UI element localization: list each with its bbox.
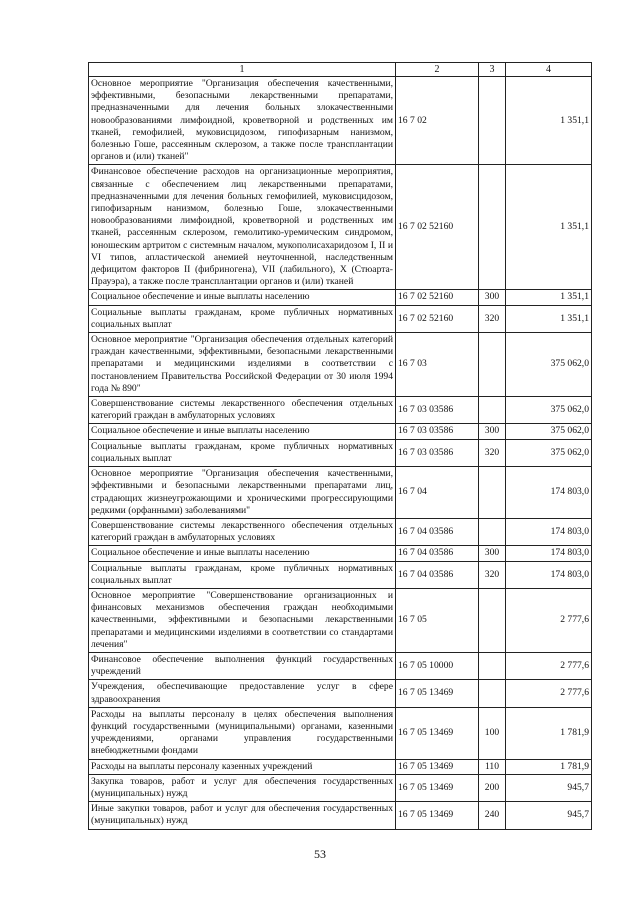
row-amount: 174 803,0 <box>506 561 592 588</box>
table-row <box>89 802 592 829</box>
row-code: 16 7 03 03586 <box>396 439 479 466</box>
row-description: Основное мероприятие "Организация обеспечения отдельных категорий граждан качественными, эффективными, безопасными лекарственными препаратами и медицинскими изделиями в соответствии с постановлением Правительства Российской Федерации от 30 июля 1994 года № 890" <box>89 333 396 397</box>
row-description: Финансовое обеспечение расходов на организационные мероприятия, связанные с обеспечением лиц лекарственными препаратами, предназначенными для лечения больных гемофилией, муковисцидозом, гипофизарным нанизмом, болезнью Гоше, злокачественными новообразованиями лимфоидной, кроветворной и родственных им тканей, рассеянным склерозом, гемолитико-уремическим синдромом, юношеским артритом с системным началом, мукополисахаридозом I, II и VI типов, апластической анемией неуточненной, наследственным дефицитом факторов II (фибриногена), VII (лабильного), X (Стюарта-Прауэра), а также после трансплантации органов и (или) тканей <box>89 165 396 290</box>
table-row <box>89 588 592 652</box>
row-expense-type: 300 <box>479 290 506 305</box>
row-description: Социальные выплаты гражданам, кроме публичных нормативных социальных выплат <box>89 305 396 332</box>
row-amount: 2 777,6 <box>506 680 592 707</box>
row-amount: 2 777,6 <box>506 652 592 679</box>
row-description: Учреждения, обеспечивающие предоставление услуг в сфере здравоохранения <box>89 680 396 707</box>
row-code: 16 7 05 10000 <box>396 652 479 679</box>
budget-table-container <box>88 62 591 830</box>
row-description: Совершенствование системы лекарственного обеспечения отдельных категорий граждан в амбулаторных условиях <box>89 397 396 424</box>
row-code: 16 7 05 13469 <box>396 774 479 801</box>
row-code: 16 7 05 <box>396 588 479 652</box>
row-code: 16 7 04 03586 <box>396 518 479 545</box>
row-expense-type: 300 <box>479 424 506 439</box>
row-expense-type: 300 <box>479 546 506 561</box>
row-code: 16 7 04 03586 <box>396 546 479 561</box>
row-description: Социальные выплаты гражданам, кроме публичных нормативных социальных выплат <box>89 439 396 466</box>
row-amount: 1 351,1 <box>506 290 592 305</box>
row-description: Социальное обеспечение и иные выплаты населению <box>89 424 396 439</box>
row-amount: 1 351,1 <box>506 165 592 290</box>
table-row <box>89 467 592 519</box>
table-row <box>89 707 592 759</box>
row-code: 16 7 05 13469 <box>396 707 479 759</box>
table-row <box>89 424 592 439</box>
row-amount: 174 803,0 <box>506 546 592 561</box>
row-description: Основное мероприятие "Организация обеспечения качественными, эффективными, безопасными лекарственными препаратами, предназначенными для лечения больных злокачественными новообразованиями лимфоидной, кроветворной и родственных им тканей, гемофилией, муковисцидозом, гипофизарным нанизмом, болезнью Гоше, рассеянным склерозом, а также после трансплантации органов и (или) тканей" <box>89 77 396 165</box>
row-expense-type <box>479 333 506 397</box>
row-code: 16 7 05 13469 <box>396 802 479 829</box>
row-description: Социальные выплаты гражданам, кроме публичных нормативных социальных выплат <box>89 561 396 588</box>
row-expense-type: 200 <box>479 774 506 801</box>
row-expense-type: 110 <box>479 759 506 774</box>
row-amount: 1 781,9 <box>506 707 592 759</box>
row-description: Закупка товаров, работ и услуг для обеспечения государственных (муниципальных) нужд <box>89 774 396 801</box>
row-amount: 375 062,0 <box>506 333 592 397</box>
row-description: Финансовое обеспечение выполнения функций государственных учреждений <box>89 652 396 679</box>
row-amount: 1 351,1 <box>506 305 592 332</box>
row-amount: 174 803,0 <box>506 518 592 545</box>
row-description: Расходы на выплаты персоналу казенных учреждений <box>89 759 396 774</box>
table-row <box>89 305 592 332</box>
row-amount: 945,7 <box>506 802 592 829</box>
table-row <box>89 546 592 561</box>
table-row <box>89 333 592 397</box>
row-expense-type: 320 <box>479 305 506 332</box>
table-row <box>89 165 592 290</box>
budget-table <box>88 62 592 830</box>
row-amount: 375 062,0 <box>506 424 592 439</box>
row-expense-type: 100 <box>479 707 506 759</box>
table-row <box>89 652 592 679</box>
table-row <box>89 680 592 707</box>
row-code: 16 7 03 03586 <box>396 397 479 424</box>
row-code: 16 7 02 <box>396 77 479 165</box>
table-row <box>89 774 592 801</box>
row-expense-type <box>479 652 506 679</box>
row-amount: 945,7 <box>506 774 592 801</box>
table-row <box>89 518 592 545</box>
row-expense-type <box>479 518 506 545</box>
row-code: 16 7 05 13469 <box>396 759 479 774</box>
row-amount: 174 803,0 <box>506 467 592 519</box>
table-row <box>89 397 592 424</box>
row-description: Совершенствование системы лекарственного обеспечения отдельных категорий граждан в амбулаторных условиях <box>89 518 396 545</box>
table-row <box>89 759 592 774</box>
table-row <box>89 561 592 588</box>
row-expense-type <box>479 680 506 707</box>
row-amount: 375 062,0 <box>506 397 592 424</box>
row-expense-type: 320 <box>479 439 506 466</box>
column-header: 1 <box>89 63 396 77</box>
row-code: 16 7 03 03586 <box>396 424 479 439</box>
table-row <box>89 77 592 165</box>
table-row <box>89 290 592 305</box>
row-amount: 2 777,6 <box>506 588 592 652</box>
row-code: 16 7 03 <box>396 333 479 397</box>
row-code: 16 7 02 52160 <box>396 165 479 290</box>
column-header: 4 <box>506 63 592 77</box>
table-body <box>89 77 592 830</box>
table-header-row <box>89 63 592 77</box>
row-expense-type: 240 <box>479 802 506 829</box>
row-description: Основное мероприятие "Совершенствование организационных и финансовых механизмов обеспечения граждан необходимыми качественными, эффективными и безопасными лекарственными препаратами и медицинскими изделиями в соответствии со стандартами лечения" <box>89 588 396 652</box>
row-expense-type <box>479 588 506 652</box>
row-expense-type <box>479 165 506 290</box>
row-description: Основное мероприятие "Организация обеспечения качественными, эффективными и безопасными лекарственными препаратами лиц, страдающих жизнеугрожающими и хроническими прогрессирующими редкими (орфанными) заболеваниями" <box>89 467 396 519</box>
row-amount: 375 062,0 <box>506 439 592 466</box>
row-amount: 1 351,1 <box>506 77 592 165</box>
row-code: 16 7 04 03586 <box>396 561 479 588</box>
row-expense-type: 320 <box>479 561 506 588</box>
page-number: 53 <box>314 847 326 861</box>
row-description: Социальное обеспечение и иные выплаты населению <box>89 290 396 305</box>
row-code: 16 7 05 13469 <box>396 680 479 707</box>
table-row <box>89 439 592 466</box>
row-code: 16 7 04 <box>396 467 479 519</box>
row-expense-type <box>479 77 506 165</box>
row-code: 16 7 02 52160 <box>396 290 479 305</box>
row-description: Социальное обеспечение и иные выплаты населению <box>89 546 396 561</box>
column-header: 3 <box>479 63 506 77</box>
column-header: 2 <box>396 63 479 77</box>
row-code: 16 7 02 52160 <box>396 305 479 332</box>
row-description: Иные закупки товаров, работ и услуг для обеспечения государственных (муниципальных) нужд <box>89 802 396 829</box>
row-expense-type <box>479 467 506 519</box>
row-description: Расходы на выплаты персоналу в целях обеспечения выполнения функций государственными (муниципальными) органами, казенными учреждениями, органами управления государственными внебюджетными фондами <box>89 707 396 759</box>
row-expense-type <box>479 397 506 424</box>
row-amount: 1 781,9 <box>506 759 592 774</box>
